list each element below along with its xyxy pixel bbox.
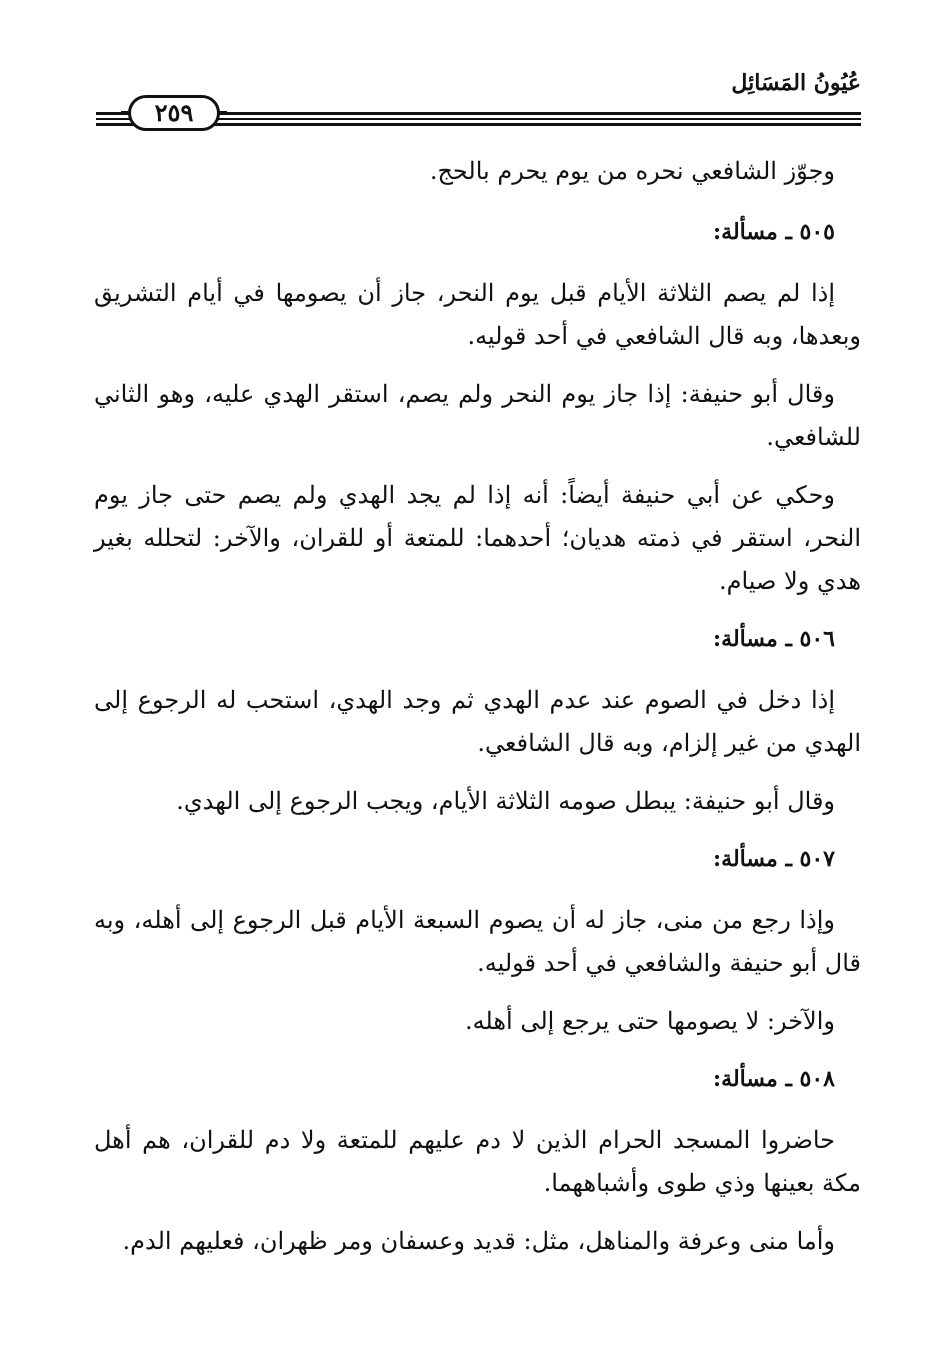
page-body xyxy=(94,150,861,1278)
paragraph: إذا لم يصم الثلاثة الأيام قبل يوم النحر، جاز أن يصومها في أيام التشريق وبعدها، وبه قال الشافعي في أحد قوليه. xyxy=(94,279,861,350)
section-heading: ٥٠٥ ـ مسألة: xyxy=(713,219,835,245)
intro-paragraph: وجوّز الشافعي نحره من يوم يحرم بالحج. xyxy=(429,157,835,185)
paragraph: وقال أبو حنيفة: يبطل صومه الثلاثة الأيام، ويجب الرجوع إلى الهدي. xyxy=(176,787,835,815)
section-heading: ٥٠٧ ـ مسألة: xyxy=(713,846,835,872)
section-heading: ٥٠٨ ـ مسألة: xyxy=(713,1066,835,1092)
paragraph: والآخر: لا يصومها حتى يرجع إلى أهله. xyxy=(464,1007,835,1035)
section-heading: ٥٠٦ ـ مسألة: xyxy=(713,626,835,652)
paragraph: وقال أبو حنيفة: إذا جاز يوم النحر ولم يصم، استقر الهدي عليه، وهو الثاني للشافعي. xyxy=(94,380,861,451)
paragraph: إذا دخل في الصوم عند عدم الهدي ثم وجد الهدي، استحب له الرجوع إلى الهدي من غير إلزام، وبه قال الشافعي. xyxy=(94,686,861,757)
paragraph: وأما منى وعرفة والمناهل، مثل: قديد وعسفان ومر ظهران، فعليهم الدم. xyxy=(122,1227,835,1255)
paragraph: وحكي عن أبي حنيفة أيضاً: أنه إذا لم يجد الهدي ولم يصم حتى جاز يوم النحر، استقر في ذمته هديان؛ أحدهما: للمتعة أو للقران، والآخر: لتحلله بغير هدي ولا صيام. xyxy=(94,481,861,595)
page-number: ٢٥٩ xyxy=(128,95,220,131)
running-title: عُيُونُ المَسَائِل xyxy=(731,70,861,96)
paragraph: وإذا رجع من منى، جاز له أن يصوم السبعة الأيام قبل الرجوع إلى أهله، وبه قال أبو حنيفة والشافعي في أحد قوليه. xyxy=(94,906,861,977)
paragraph: حاضروا المسجد الحرام الذين لا دم عليهم للمتعة ولا دم للقران، هم أهل مكة بعينها وذي طوى وأشباههما. xyxy=(94,1126,861,1197)
